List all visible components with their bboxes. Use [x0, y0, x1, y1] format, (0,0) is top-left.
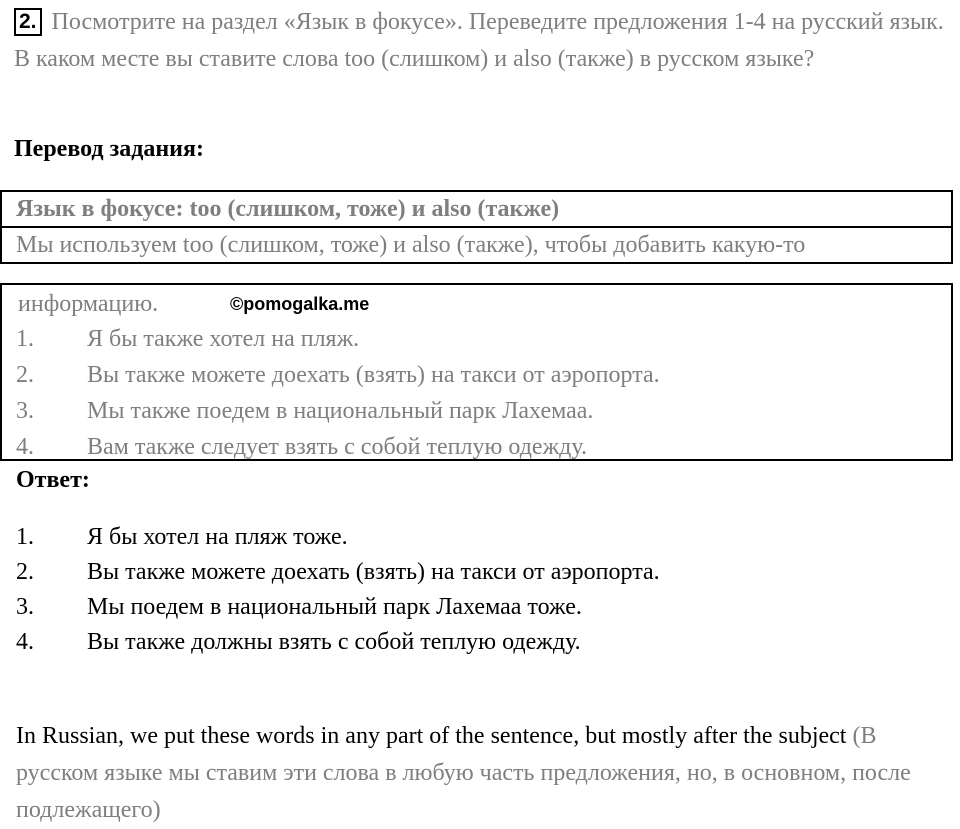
info-box [0, 283, 953, 461]
list-item-number: 2. [16, 362, 34, 388]
watermark: ©pomogalka.me [230, 294, 370, 314]
list-item-text: Мы поедем в национальный парк Лахемаа тоже. [87, 594, 582, 620]
list-item-text: Я бы хотел на пляж тоже. [87, 524, 348, 550]
answer-heading: Ответ: [16, 467, 90, 493]
list-item-text: Вы также можете доехать (взять) на такси от аэропорта. [87, 559, 660, 585]
list-item-text: Я бы также хотел на пляж. [87, 326, 360, 352]
note-english: In Russian, we put these words in any part of the sentence, but mostly after the subject [16, 723, 847, 749]
list-item-text: Вам также следует взять с собой теплую одежду. [87, 434, 587, 460]
task-paragraph [14, 4, 944, 78]
task-number-badge: 2. [14, 8, 42, 36]
list-item-number: 4. [16, 629, 34, 655]
list-item-number: 1. [16, 326, 34, 352]
list-item-number: 4. [16, 434, 34, 460]
task-text: Посмотрите на раздел «Язык в фокусе». Переведите предложения 1-4 на русский язык. В каком месте вы ставите слова too (слишком) и also (также) в русском языке? [14, 9, 944, 72]
list-item-text: Мы также поедем в национальный парк Лахемаа. [87, 398, 594, 424]
list-item-text: Вы также можете доехать (взять) на такси от аэропорта. [87, 362, 660, 388]
translation-heading: Перевод задания: [14, 136, 204, 162]
focus-box [0, 190, 953, 264]
note-russian: (В русском языке мы ставим эти слова в любую часть предложения, но, в основном, после подлежащего) [16, 723, 911, 823]
list-item-number: 1. [16, 524, 34, 550]
list-item-number: 2. [16, 559, 34, 585]
focus-box-text: Мы используем too (слишком, тоже) и also (также), чтобы добавить какую-то [16, 232, 806, 258]
list-item-number: 3. [16, 398, 34, 424]
note-paragraph [16, 718, 946, 829]
list-item-number: 3. [16, 594, 34, 620]
list-item-text: Вы также должны взять с собой теплую одежду. [87, 629, 581, 655]
info-box-first-line: информацию. [18, 291, 159, 317]
focus-box-title: Язык в фокусе: too (слишком, тоже) и also (также) [2, 192, 951, 228]
